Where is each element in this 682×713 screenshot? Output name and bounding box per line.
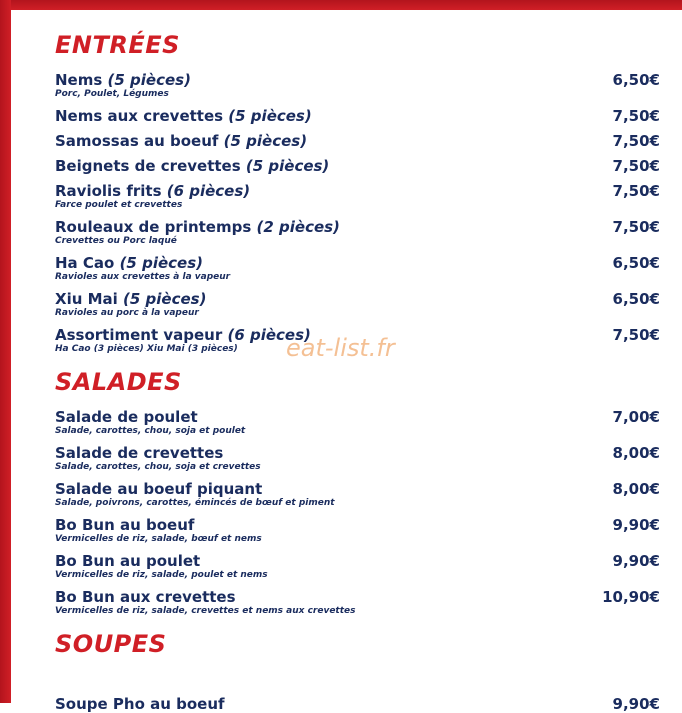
menu-item: [55, 291, 663, 319]
item-price: 7,50€: [612, 107, 660, 125]
item-price: 7,50€: [612, 182, 660, 200]
item-qty: (5 pièces): [123, 290, 207, 308]
item-price: 7,50€: [612, 132, 660, 150]
item-list: [55, 72, 663, 355]
left-border: [0, 0, 11, 703]
menu-item: [55, 108, 663, 125]
section-title: SOUPES: [55, 630, 167, 658]
item-name: Salade au boeuf piquant: [55, 480, 263, 498]
item-name-line: [55, 291, 663, 308]
item-qty: (6 pièces): [227, 326, 311, 344]
item-desc: Ravioles au porc à la vapeur: [55, 308, 199, 318]
item-name-line: [55, 327, 663, 344]
item-desc: Ravioles aux crevettes à la vapeur: [55, 272, 231, 282]
item-name: Raviolis frits: [55, 182, 167, 200]
item-price: 10,90€: [602, 588, 660, 606]
item-name-line: [55, 158, 663, 175]
item-price: 9,90€: [612, 695, 660, 713]
menu-item: [55, 589, 663, 617]
item-name: Nems: [55, 71, 108, 89]
item-qty: (5 pièces): [223, 132, 308, 150]
item-name: Bo Bun au poulet: [55, 552, 201, 570]
item-name-line: [55, 108, 663, 125]
item-name: Nems aux crevettes: [55, 107, 229, 125]
watermark: eat-list.fr: [286, 334, 395, 362]
item-name: Salade de crevettes: [55, 444, 224, 462]
item-price: 8,00€: [612, 444, 660, 462]
item-price: 7,00€: [612, 408, 660, 426]
item-name: Soupe Pho au boeuf: [55, 695, 225, 713]
menu-item: [55, 327, 663, 355]
item-price: 6,50€: [612, 71, 660, 89]
menu-item: [55, 219, 663, 247]
section-soupes: [55, 629, 663, 659]
item-qty: (5 pièces): [107, 71, 191, 89]
item-name: Beignets de crevettes: [55, 157, 246, 175]
item-name-line: [55, 133, 663, 150]
item-name: Xiu Mai: [55, 290, 124, 308]
menu-item: [55, 183, 663, 211]
menu-item: [55, 409, 663, 437]
item-desc: Crevettes ou Porc laqué: [55, 236, 177, 246]
menu-item: [55, 133, 663, 150]
item-qty: (6 pièces): [166, 182, 251, 200]
item-list: [55, 409, 663, 617]
item-desc: Vermicelles de riz, salade, poulet et nems: [55, 570, 268, 580]
item-desc: Salade, carottes, chou, soja et poulet: [55, 426, 246, 436]
item-price: 6,50€: [612, 254, 660, 272]
menu-item: [55, 72, 663, 100]
menu-item: [55, 445, 663, 473]
item-desc: Farce poulet et crevettes: [55, 200, 183, 210]
menu-item: [55, 517, 663, 545]
menu-item: [55, 553, 663, 581]
item-price: 7,50€: [612, 157, 660, 175]
section-title: ENTRÉES: [55, 31, 180, 59]
item-name: Rouleaux de printemps: [55, 218, 257, 236]
item-desc: Vermicelles de riz, salade, crevettes et nems aux crevettes: [55, 606, 356, 616]
menu: [55, 30, 663, 671]
menu-item: [55, 255, 663, 283]
top-border: [0, 0, 682, 10]
item-price: 7,50€: [612, 218, 660, 236]
item-price: 6,50€: [612, 290, 660, 308]
item-name: Salade de poulet: [55, 408, 198, 426]
item-desc: Porc, Poulet, Légumes: [55, 89, 169, 99]
item-desc: Salade, poivrons, carottes, émincés de bœuf et piment: [55, 498, 335, 508]
item-price: 9,90€: [612, 516, 660, 534]
item-name-line: [55, 255, 663, 272]
item-name: Ha Cao: [55, 254, 120, 272]
item-qty: (5 pièces): [228, 107, 312, 125]
item-qty: (5 pièces): [245, 157, 330, 175]
section-title: SALADES: [55, 368, 182, 396]
menu-item: [55, 158, 663, 175]
item-price: 8,00€: [612, 480, 660, 498]
item-name: Bo Bun aux crevettes: [55, 588, 236, 606]
item-name: Assortiment vapeur: [55, 326, 228, 344]
section-entrees: [55, 30, 663, 355]
item-name-line: [55, 219, 663, 236]
item-desc: Ha Cao (3 pièces) Xiu Mai (3 pièces): [55, 344, 238, 354]
item-name-line: [55, 183, 663, 200]
item-desc: Vermicelles de riz, salade, bœuf et nems: [55, 534, 262, 544]
section-salades: [55, 367, 663, 617]
item-desc: Salade, carottes, chou, soja et crevettes: [55, 462, 261, 472]
item-qty: (5 pièces): [119, 254, 203, 272]
item-price: 9,90€: [612, 552, 660, 570]
item-qty: (2 pièces): [256, 218, 340, 236]
menu-item-partial: [55, 692, 663, 713]
menu-item: [55, 481, 663, 509]
item-name-line: [55, 72, 663, 89]
item-price: 7,50€: [612, 326, 660, 344]
item-name: Samossas au boeuf: [55, 132, 224, 150]
item-name: Bo Bun au boeuf: [55, 516, 195, 534]
